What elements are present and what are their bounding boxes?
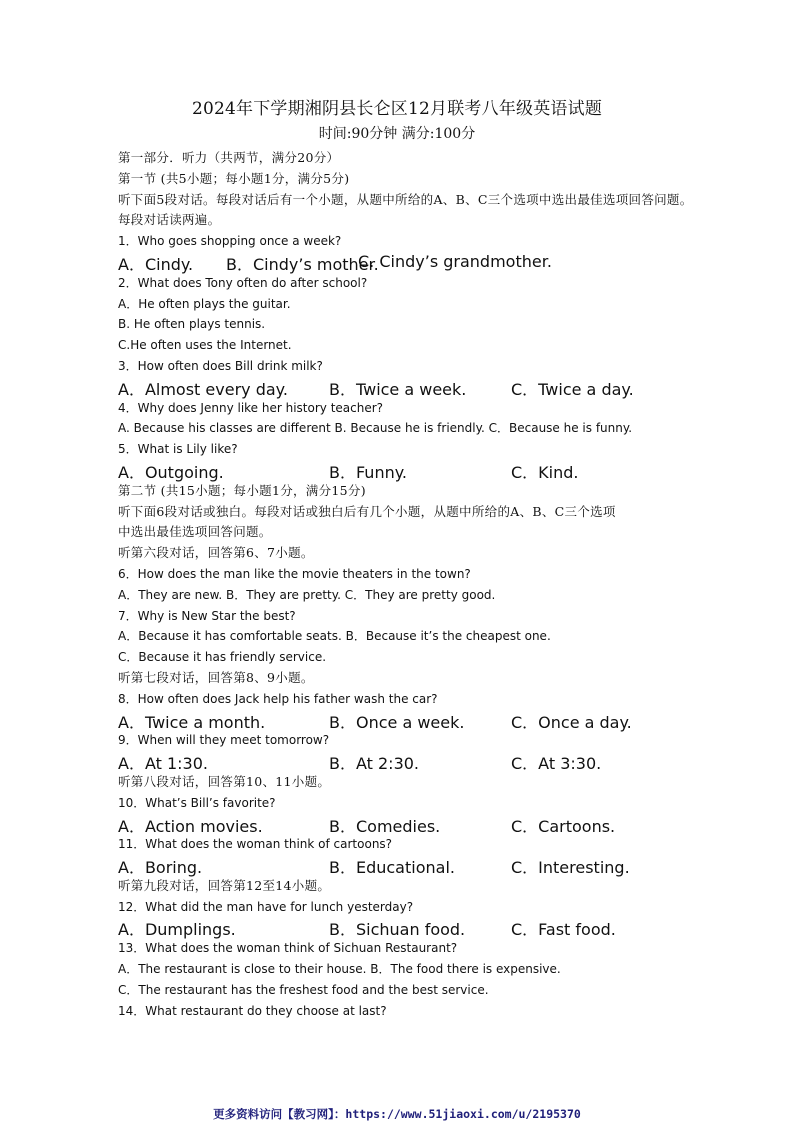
question-13-options-ab: A．The restaurant is close to their house. B．The food there is expensive. [118, 962, 561, 977]
question-11: 11．What does the woman think of cartoons? [118, 837, 393, 852]
option-a: A．Cindy. [118, 254, 194, 274]
option-b: B．At 2:30. [329, 754, 420, 774]
option-a: A．He often plays the guitar. [118, 296, 291, 311]
option-c: C．Twice a day. [511, 379, 634, 399]
option-a: A．Dumplings. [118, 920, 236, 940]
option-b: B．Comedies. [329, 816, 441, 836]
option-c: C．Once a day. [511, 712, 632, 732]
option-b: B. He often plays tennis. [118, 317, 266, 332]
option-a: A．Action movies. [118, 816, 263, 836]
option-a: A．Boring. [118, 858, 203, 878]
question-9: 9．When will they meet tomorrow? [118, 733, 330, 748]
option-a: A．Outgoing. [118, 462, 224, 482]
exam-body [118, 148, 718, 1021]
question-5-options [118, 460, 718, 481]
option-b: B．Educational. [329, 858, 455, 878]
question-7: 7．Why is New Star the best? [118, 608, 296, 623]
question-10: 10．What’s Bill’s favorite? [118, 795, 276, 810]
question-12-options [118, 917, 718, 938]
question-14: 14．What restaurant do they choose at last? [118, 1003, 387, 1018]
option-c: C．Interesting. [511, 858, 630, 878]
dialog-9-heading: 听第九段对话，回答第12至14小题。 [118, 877, 331, 893]
question-8: 8．How often does Jack help his father wash the car? [118, 691, 438, 706]
exam-time-score: 时间:90分钟 满分:100分 [318, 126, 476, 142]
footer-link-text: 更多资料访问【教习网】：https://www.51jiaoxi.com/u/2195370 [213, 1107, 581, 1121]
option-b: B．Once a week. [329, 712, 465, 732]
section1-instructions: 听下面5段对话。每段对话后有一个小题，从题中所给的A、B、C三个选项中选出最佳选项回答问题。 [118, 191, 693, 207]
option-c: C．At 3:30. [511, 754, 602, 774]
section2-instructions: 听下面6段对话或独白。每段对话或独白后有几个小题，从题中所给的A、B、C三个选项 [118, 503, 616, 519]
question-10-options [118, 814, 718, 835]
question-6-options: A．They are new. B．They are pretty. C．They are pretty good. [118, 587, 496, 602]
question-13-option-c: C．The restaurant has the freshest food and the best service. [118, 982, 489, 997]
question-12: 12．What did the man have for lunch yesterday? [118, 899, 414, 914]
option-b: B．Cindy’s mother. [226, 254, 379, 274]
dialog-6-heading: 听第六段对话，回答第6、7小题。 [118, 545, 314, 561]
option-b: B．Sichuan food. [329, 920, 466, 940]
option-b: B．Twice a week. [329, 379, 467, 399]
page-title: 2024年下学期湘阴县长仑区12月联考八年级英语试题 [191, 99, 603, 119]
question-7-options-ab: A．Because it has comfortable seats. B．Because it’s the cheapest one. [118, 629, 551, 644]
option-c: C. Cindy’s grandmother. [358, 251, 552, 271]
section2-heading: 第二节 (共15小题；每小题1分，满分15分) [118, 482, 366, 498]
part1-heading: 第一部分．听力（共两节，满分20分） [118, 150, 340, 165]
question-2: 2．What does Tony often do after school? [118, 275, 368, 290]
dialog-7-heading: 听第七段对话，回答第8、9小题。 [118, 669, 314, 685]
question-11-options [118, 855, 718, 876]
section1-heading: 第一节 (共5小题；每小题1分，满分5分) [118, 170, 350, 186]
option-c: C.He often uses the Internet. [118, 338, 292, 353]
option-c: C．Fast food. [511, 920, 616, 940]
option-c: C．Kind. [511, 462, 579, 482]
question-6: 6．How does the man like the movie theaters in the town? [118, 566, 471, 581]
section2-instructions-cont: 中选出最佳选项回答问题。 [118, 524, 272, 540]
option-b: B．Funny. [329, 462, 408, 482]
question-4-options: A. Because his classes are different B. Because he is friendly. C．Because he is funny. [118, 421, 633, 436]
question-8-options [118, 710, 718, 731]
question-1: 1．Who goes shopping once a week? [118, 234, 342, 249]
question-5: 5．What is Lily like? [118, 442, 238, 457]
dialog-8-heading: 听第八段对话，回答第10、11小题。 [118, 773, 331, 789]
question-13: 13．What does the woman think of Sichuan Restaurant? [118, 941, 458, 956]
question-3-options [118, 377, 718, 398]
option-c: C．Cartoons. [511, 816, 616, 836]
question-7-option-c: C．Because it has friendly service. [118, 650, 327, 665]
option-a: A．At 1:30. [118, 754, 208, 774]
option-a: A．Twice a month. [118, 712, 266, 732]
question-9-options [118, 751, 718, 772]
question-3: 3．How often does Bill drink milk? [118, 358, 323, 373]
question-4: 4．Why does Jenny like her history teacher? [118, 400, 384, 415]
section1-instructions-cont: 每段对话读两遍。 [118, 212, 221, 228]
question-1-options [118, 252, 718, 273]
option-a: A．Almost every day. [118, 379, 288, 399]
